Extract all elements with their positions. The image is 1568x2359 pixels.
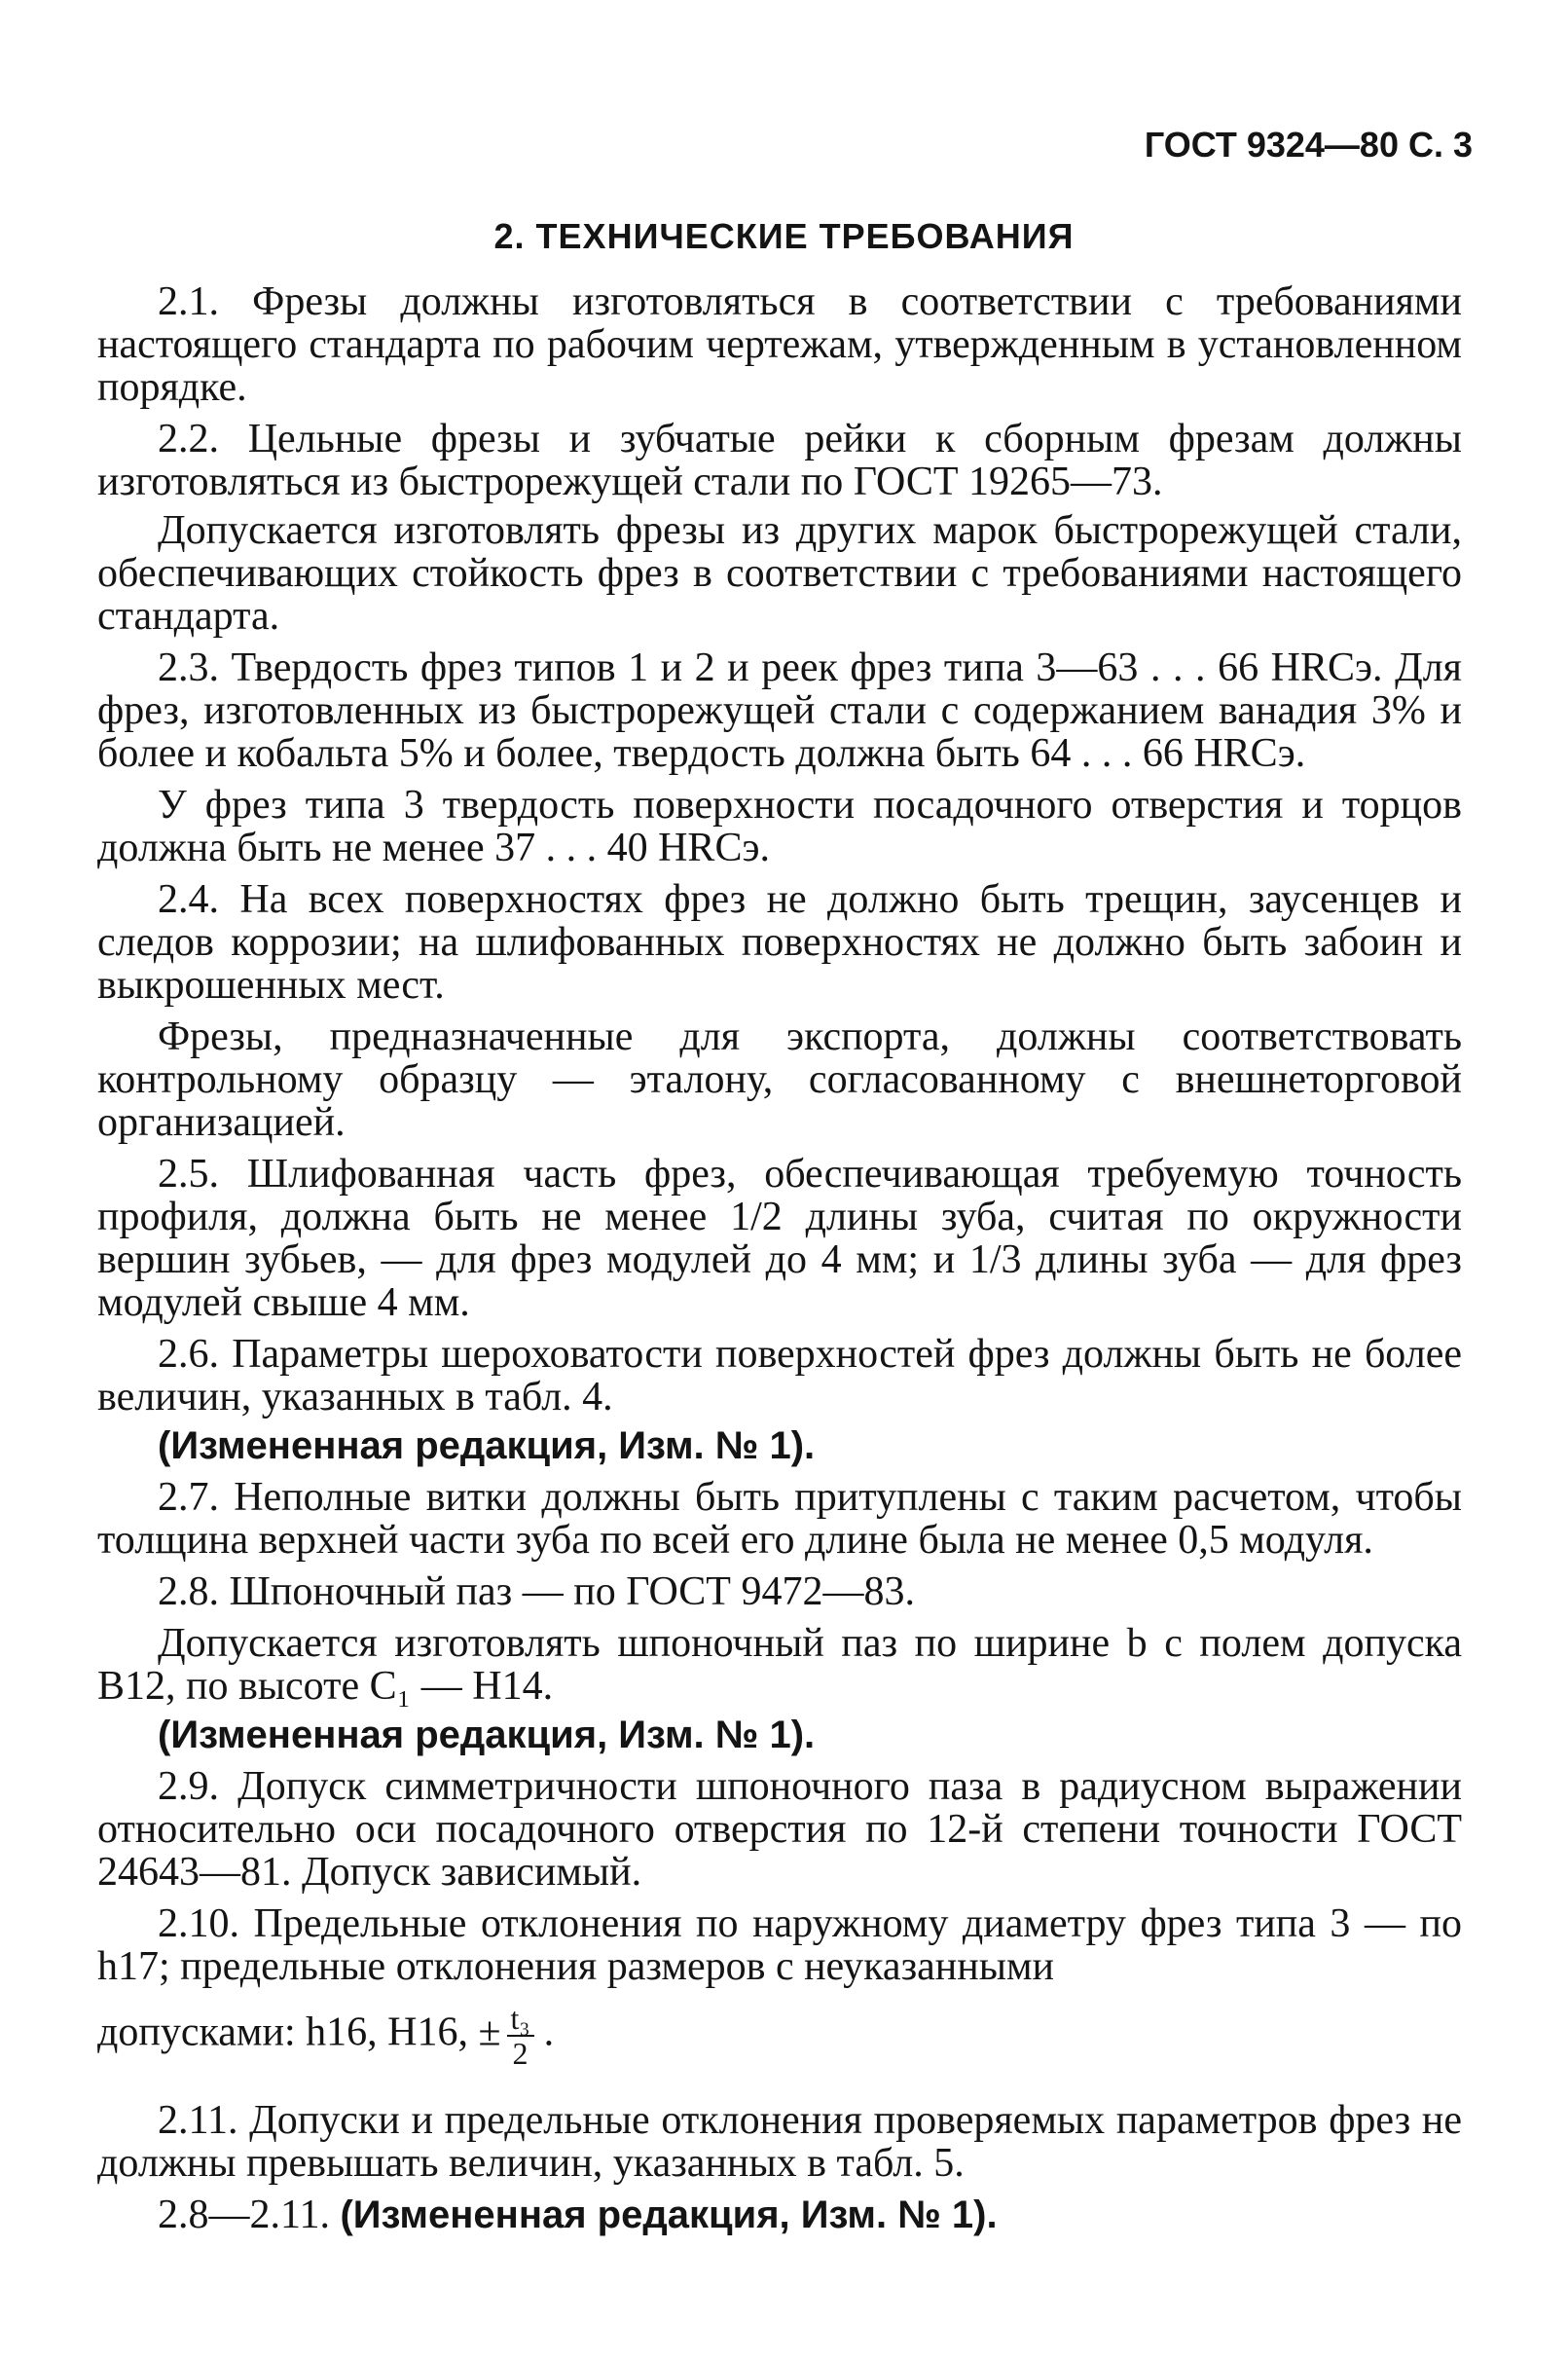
section-title: 2. ТЕХНИЧЕСКИЕ ТРЕБОВАНИЯ bbox=[493, 216, 1075, 256]
paragraph-2-11: 2.11. Допуски и предельные отклонения проверяемых параметров фрез не должны превышать величин, указанных в табл. 5. bbox=[97, 2098, 1462, 2186]
document-body bbox=[97, 280, 1462, 2245]
formula-suffix: . bbox=[543, 2009, 555, 2055]
amendment-note-2 bbox=[97, 1714, 1462, 1756]
amendment-note-3 bbox=[97, 2193, 1462, 2236]
formula-prefix: допусками: h16, H16, bbox=[97, 2009, 468, 2055]
paragraph-2-9: 2.9. Допуск симметричности шпоночного паза в радиусном выражении относительно оси посадочного отверстия по 12-й степени точности ГОСТ 24643—81. Допуск зависимый. bbox=[97, 1764, 1462, 1895]
amendment-text: (Измененная редакция, Изм. № 1). bbox=[158, 1424, 816, 1467]
fraction-numerator: t₃ bbox=[507, 2002, 534, 2037]
page-header: ГОСТ 9324—80 С. 3 bbox=[1144, 125, 1473, 165]
plus-minus-sign: ± bbox=[478, 2009, 501, 2055]
fraction-denominator: 2 bbox=[512, 2036, 529, 2071]
paragraph-2-2-note: Допускается изготовлять фрезы из других марок быстрорежущей стали, обеспечивающих стойкость фрез в соответствии с требованиями настоящего стандарта. bbox=[97, 508, 1462, 639]
amendment-text: (Измененная редакция, Изм. № 1). bbox=[158, 1714, 816, 1756]
tolerance-formula bbox=[97, 2002, 1462, 2070]
paragraph-2-10: 2.10. Предельные отклонения по наружному диаметру фрез типа 3 — по h17; предельные отклонения размеров с неуказанными bbox=[97, 1901, 1462, 1989]
paragraph-2-6: 2.6. Параметры шероховатости поверхностей фрез должны быть не более величин, указанных в табл. 4. bbox=[97, 1332, 1462, 1419]
paragraph-2-7: 2.7. Неполные витки должны быть притуплены с таким расчетом, чтобы толщина верхней части зуба по всей его длине была не менее 0,5 модуля. bbox=[97, 1475, 1462, 1563]
paragraph-2-5: 2.5. Шлифованная часть фрез, обеспечивающая требуемую точность профиля, должна быть не менее 1/2 длины зуба, считая по окружности вершин зубьев, — для фрез модулей до 4 мм; и 1/3 длины зуба — для фрез модулей свыше 4 мм. bbox=[97, 1152, 1462, 1325]
paragraph-2-3: 2.3. Твердость фрез типов 1 и 2 и реек фрез типа 3—63 . . . 66 HRCэ. Для фрез, изготовленных из быстрорежущей стали с содержанием ванадия 3% и более и кобальта 5% и более, твердость должна быть 64 . . . 66 HRCэ. bbox=[97, 645, 1462, 776]
paragraph-2-3-note: У фрез типа 3 твердость поверхности посадочного отверстия и торцов должна быть не менее 37 . . . 40 HRCэ. bbox=[97, 783, 1462, 870]
paragraph-2-8-note: Допускается изготовлять шпоночный паз по ширине b с полем допуска B12, по высоте C₁ — H14. bbox=[97, 1621, 1462, 1709]
amendment-note-1 bbox=[97, 1424, 1462, 1467]
paragraph-2-2: 2.2. Цельные фрезы и зубчатые рейки к сборным фрезам должны изготовляться из быстрорежущей стали по ГОСТ 19265—73. bbox=[97, 417, 1462, 504]
paragraph-2-4: 2.4. На всех поверхностях фрез не должно быть трещин, заусенцев и следов коррозии; на шлифованных поверхностях не должно быть забоин и выкрошенных мест. bbox=[97, 877, 1462, 1008]
paragraph-2-4-note: Фрезы, предназначенные для экспорта, должны соответствовать контрольному образцу — эталону, согласованному с внешнеторговой организацией. bbox=[97, 1014, 1462, 1145]
fraction bbox=[507, 2002, 534, 2070]
final-prefix: 2.8—2.11. bbox=[158, 2193, 330, 2237]
paragraph-2-1: 2.1. Фрезы должны изготовляться в соответствии с требованиями настоящего стандарта по рабочим чертежам, утвержденным в установленном порядке. bbox=[97, 279, 1462, 410]
amendment-text: (Измененная редакция, Изм. № 1). bbox=[340, 2193, 998, 2236]
paragraph-2-8: 2.8. Шпоночный паз — по ГОСТ 9472—83. bbox=[158, 1569, 915, 1614]
